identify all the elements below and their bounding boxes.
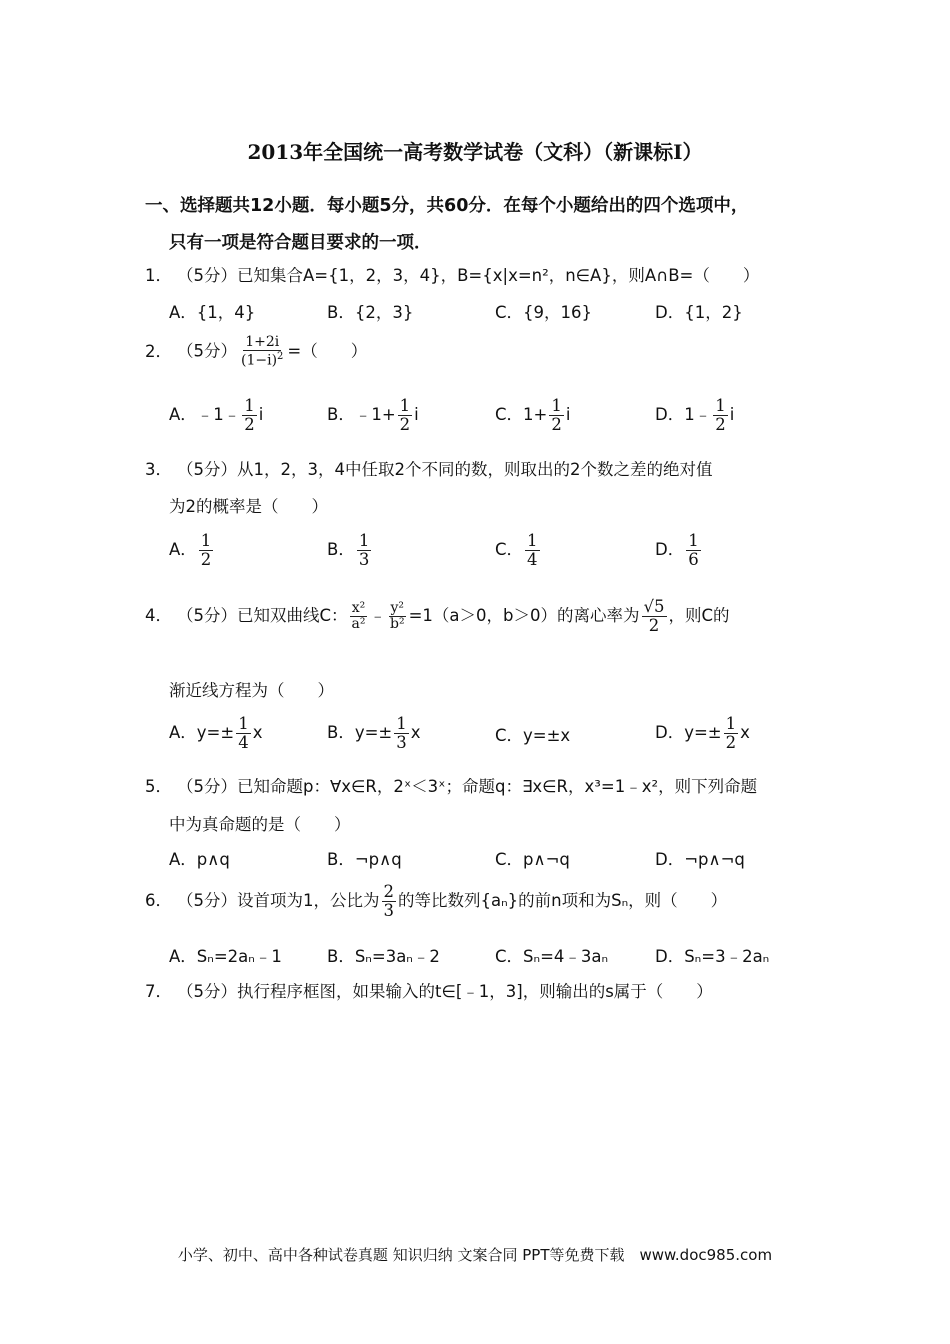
q4-fraction-y xyxy=(388,601,407,633)
fraction-numerator: 1 xyxy=(725,714,737,733)
question-prefix: （5分） xyxy=(177,341,237,361)
question-prefix: （5分）设首项为1，公比为 xyxy=(177,891,380,911)
option-prefix: ﹣1+ xyxy=(354,405,396,425)
q4-option-a xyxy=(169,715,262,752)
fraction-denominator: 3 xyxy=(358,550,370,570)
q4-option-d xyxy=(655,715,750,752)
question-text: （5分）已知集合A={1，2，3，4}，B={x|x=n²，n∈A}，则A∩B=（ ） xyxy=(177,266,760,285)
fraction-denominator: 2 xyxy=(551,415,562,435)
section-heading xyxy=(145,188,835,262)
option-label: C． xyxy=(495,405,524,425)
option-fraction xyxy=(686,532,701,569)
fraction-denominator: 2 xyxy=(200,550,212,570)
q2-denominator: (1−i) xyxy=(241,353,278,370)
fraction-denominator: 2 xyxy=(399,415,411,435)
q2-option-a xyxy=(169,397,263,434)
option-suffix: x xyxy=(252,723,263,743)
section-heading-line1: 一、选择题共12小题．每小题5分，共60分．在每个小题给出的四个选项中， xyxy=(145,196,749,216)
option-label: A． xyxy=(169,540,197,560)
q3-option-c xyxy=(495,532,542,569)
option-label: D． xyxy=(655,540,685,560)
question-1 xyxy=(145,262,759,286)
q6-option-c: C．Sₙ=4﹣3aₙ xyxy=(495,947,609,966)
option-label: D．y=± xyxy=(655,723,722,743)
fraction-denominator: 3 xyxy=(383,901,394,921)
page-title: 2013年全国统一高考数学试卷（文科）（新课标I） xyxy=(247,140,703,164)
option-fraction xyxy=(549,397,564,434)
option-prefix: ﹣1﹣ xyxy=(196,405,241,425)
fraction-denominator: 2 xyxy=(244,415,255,435)
fraction-numerator: 1 xyxy=(527,531,538,550)
question-7 xyxy=(145,978,713,1002)
fraction-numerator: 1 xyxy=(358,531,370,550)
q3-option-b xyxy=(327,532,373,569)
fraction-numerator: 1 xyxy=(715,396,726,415)
q3-option-d xyxy=(655,532,703,569)
option-fraction xyxy=(242,397,257,434)
fraction-denominator: 2 xyxy=(648,616,660,636)
fraction-numerator: x² xyxy=(351,599,366,616)
q5-option-a: A．p∧q xyxy=(169,850,230,869)
option-label: C． xyxy=(495,540,524,560)
q6-option-d: D．Sₙ=3﹣2aₙ xyxy=(655,947,770,966)
q5-option-c: C．p∧¬q xyxy=(495,850,570,869)
fraction-numerator: 1 xyxy=(396,714,407,733)
fraction-numerator: 1 xyxy=(399,396,411,415)
question-number: 6． xyxy=(145,891,172,911)
option-fraction xyxy=(199,532,214,569)
question-5 xyxy=(145,773,757,797)
option-suffix: x xyxy=(740,723,750,743)
question-3 xyxy=(145,456,713,480)
fraction-numerator: 1 xyxy=(688,531,699,550)
fraction-denominator: 4 xyxy=(238,733,249,753)
fraction-numerator: y² xyxy=(390,599,405,616)
q2-fraction xyxy=(239,335,285,369)
question-suffix: =（ ） xyxy=(287,341,368,361)
option-fraction xyxy=(724,715,739,752)
question-number: 1． xyxy=(145,266,172,285)
fraction-numerator: 2 xyxy=(383,882,394,901)
option-fraction xyxy=(713,397,728,434)
option-fraction xyxy=(398,397,413,434)
q5-option-d: D．¬p∧¬q xyxy=(655,850,745,869)
q2-denominator-exp: 2 xyxy=(277,351,284,363)
fraction-numerator: 1 xyxy=(551,396,562,415)
q2-option-c xyxy=(495,397,570,434)
q2-numerator: 1+2i xyxy=(245,334,280,350)
q2-option-d xyxy=(655,397,734,434)
q6-option-b: B．Sₙ=3aₙ﹣2 xyxy=(327,947,440,966)
q3-option-a xyxy=(169,532,215,569)
fraction-numerator: 1 xyxy=(238,714,249,733)
option-fraction xyxy=(394,715,409,752)
minus-sign: ﹣ xyxy=(369,606,386,626)
q1-option-b: B．{2，3} xyxy=(327,303,414,322)
question-3-continuation: 为2的概率是（ ） xyxy=(169,497,328,516)
question-2 xyxy=(145,335,367,369)
option-suffix: i xyxy=(414,405,419,425)
option-label: B． xyxy=(327,405,355,425)
option-fraction xyxy=(236,715,251,752)
fraction-denominator: b² xyxy=(390,616,405,633)
q1-option-d: D．{1，2} xyxy=(655,303,743,322)
q1-option-a: A．{1，4} xyxy=(169,303,256,322)
q4-option-b xyxy=(327,715,421,752)
fraction-denominator: 4 xyxy=(527,550,538,570)
footer-text: 小学、初中、高中各种试卷真题 知识归纳 文案合同 PPT等免费下载 www.doc985.com xyxy=(177,1246,773,1264)
option-fraction xyxy=(525,532,540,569)
option-suffix: i xyxy=(729,405,735,425)
option-fraction xyxy=(357,532,372,569)
option-label: A． xyxy=(169,405,197,425)
question-text: （5分）已知命题p：∀x∈R，2ˣ＜3ˣ；命题q：∃x∈R，x³=1﹣x²，则下列命题 xyxy=(177,777,758,796)
question-4-continuation: 渐近线方程为（ ） xyxy=(169,681,334,700)
question-middle: （a＞0，b＞0）的离心率为 xyxy=(432,606,640,626)
option-label: A．y=± xyxy=(169,723,235,743)
q6-ratio xyxy=(382,883,397,920)
q5-option-b: B．¬p∧q xyxy=(327,850,402,869)
question-number: 7． xyxy=(145,982,172,1001)
fraction-numerator: 1 xyxy=(244,396,255,415)
question-6 xyxy=(145,883,727,920)
option-prefix: 1+ xyxy=(523,405,548,425)
question-suffix: 的等比数列{aₙ}的前n项和为Sₙ，则（ ） xyxy=(398,891,728,911)
question-text: （5分）执行程序框图，如果输入的t∈[﹣1，3]，则输出的s属于（ ） xyxy=(177,982,713,1001)
option-suffix: x xyxy=(410,723,421,743)
option-label: B．y=± xyxy=(327,723,393,743)
fraction-numerator: 1 xyxy=(200,531,212,550)
section-heading-line2: 只有一项是符合题目要求的一项． xyxy=(169,233,432,253)
option-label: D． xyxy=(655,405,685,425)
fraction-denominator: a² xyxy=(351,616,366,633)
option-suffix: i xyxy=(258,405,264,425)
question-text: （5分）从1，2，3，4中任取2个不同的数，则取出的2个数之差的绝对值 xyxy=(177,460,713,479)
question-4 xyxy=(145,598,730,635)
question-prefix: （5分）已知双曲线C： xyxy=(177,606,348,626)
fraction-denominator: 3 xyxy=(396,733,407,753)
q4-eccentricity xyxy=(642,598,667,635)
q4-fraction-x xyxy=(350,601,368,633)
q6-option-a: A．Sₙ=2aₙ﹣1 xyxy=(169,947,282,966)
question-number: 2． xyxy=(145,341,172,361)
option-label: B． xyxy=(327,540,355,560)
option-suffix: i xyxy=(565,405,571,425)
question-number: 5． xyxy=(145,777,172,796)
question-suffix: ，则C的 xyxy=(668,606,730,626)
q2-option-b xyxy=(327,397,419,434)
fraction-numerator: √5 xyxy=(643,597,665,616)
q1-option-c: C．{9，16} xyxy=(495,303,593,322)
question-number: 4． xyxy=(145,606,172,626)
fraction-denominator: 6 xyxy=(688,550,699,570)
fraction-denominator: 2 xyxy=(725,733,737,753)
q4-option-c: C．y=±x xyxy=(495,726,571,745)
equals-one: =1 xyxy=(408,606,433,626)
fraction-denominator: 2 xyxy=(715,415,726,435)
question-5-continuation: 中为真命题的是（ ） xyxy=(169,815,351,834)
option-prefix: 1﹣ xyxy=(684,405,712,425)
question-number: 3． xyxy=(145,460,172,479)
